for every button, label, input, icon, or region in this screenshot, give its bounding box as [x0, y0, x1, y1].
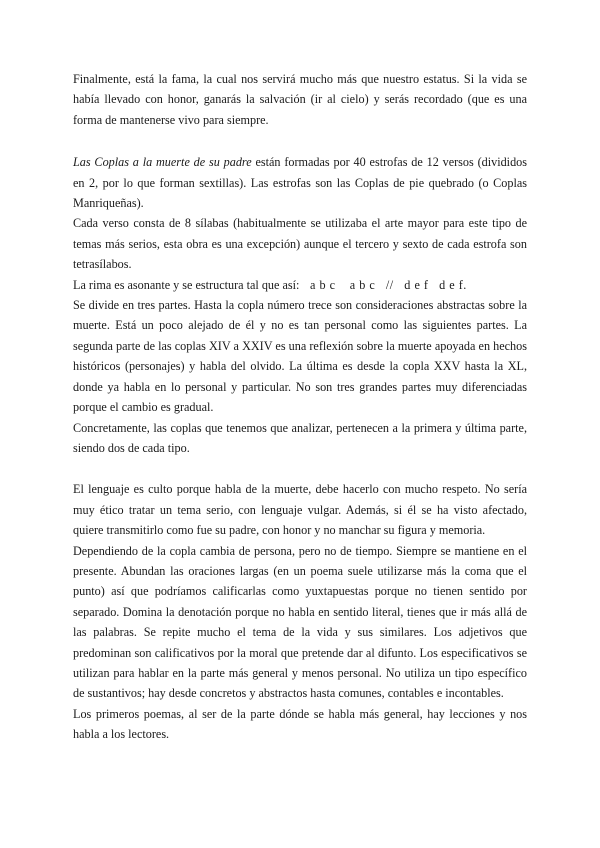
rima-lead: La rima es asonante y se estructura tal que así: [73, 277, 300, 292]
rima-scheme: a b c a b c // d e f d e f. [299, 277, 467, 292]
paragraph-concretamente: Concretamente, las coplas que tenemos que analizar, pertenecen a la primera y última parte, siendo dos de cada tipo. [73, 420, 527, 455]
paragraph-spacer [73, 130, 527, 152]
paragraph-persona-tiempo: Dependiendo de la copla cambia de persona, pero no de tiempo. Siempre se mantiene en el presente. Abundan las oraciones largas (en un poema suele utilizarse más la coma que el punto) así que podríamos calificarlas como yuxtapuestas porque no tienen sentido por separado. Domina la denotación porque no habla en sentido literal, tienes que ir más allá de las palabras. Se repite mucho el tema de la vida y sus similares. Los adjetivos que predominan son calificativos por la moral que pretende dar al difunto. Los especificativos se utilizan para hablar en la parte más general y menos personal. No utiliza un tipo específico de sustantivos; hay desde concretos y abstractos hasta comunes, contables e incontables. [73, 543, 527, 701]
paragraph-primeros-poemas: Los primeros poemas, al ser de la parte dónde se habla más general, hay lecciones y nos habla a los lectores. [73, 706, 527, 742]
paragraph-rima [73, 275, 527, 295]
paragraph-partes: Se divide en tres partes. Hasta la copla número trece son consideraciones abstractas sobre la muerte. Está un poco alejado de él y no es tan personal como las siguientes partes. La segunda parte de las coplas XIV a XXIV es una reflexión sobre la muerte apoyada en hechos históricos (personajes) y habla del olvido. La última es desde la copla XXV hasta la XL, donde ya habla en lo personal y particular. No son tres grandes partes muy diferenciadas porque el cambio es gradual. [73, 298, 527, 415]
paragraph-versos: Cada verso consta de 8 sílabas (habitualmente se utilizaba el arte mayor para este tipo de temas más serios, esta obra es una excepción) aunque el tercero y sexto de cada estrofa son tetrasílabos. [73, 216, 527, 272]
work-title: Las Coplas a la muerte de su padre [73, 155, 252, 170]
paragraph-fama: Finalmente, está la fama, la cual nos servirá mucho más que nuestro estatus. Si la vida se había llevado con honor, ganarás la salvación (ir al cielo) y serás recordado (que es una forma de mantenerse vivo para siempre. [73, 72, 527, 127]
paragraph-spacer [73, 458, 527, 479]
paragraph-lenguaje: El lenguaje es culto porque habla de la muerte, debe hacerlo con mucho respeto. No sería muy ético tratar un tema serio, con lenguaje vulgar. Además, si él se ha visto afectado, quiere transmitirlo como fue su padre, con honor y no manchar su figura y memoria. [73, 482, 527, 538]
paragraph-coplas-structure [73, 152, 527, 213]
paragraph-coplas-structure-text: están formadas por 40 estrofas de 12 versos (divididos en 2, por lo que forman sextillas). Las estrofas son las Coplas de pie quebrado (o Coplas Manriqueñas). [73, 155, 527, 211]
